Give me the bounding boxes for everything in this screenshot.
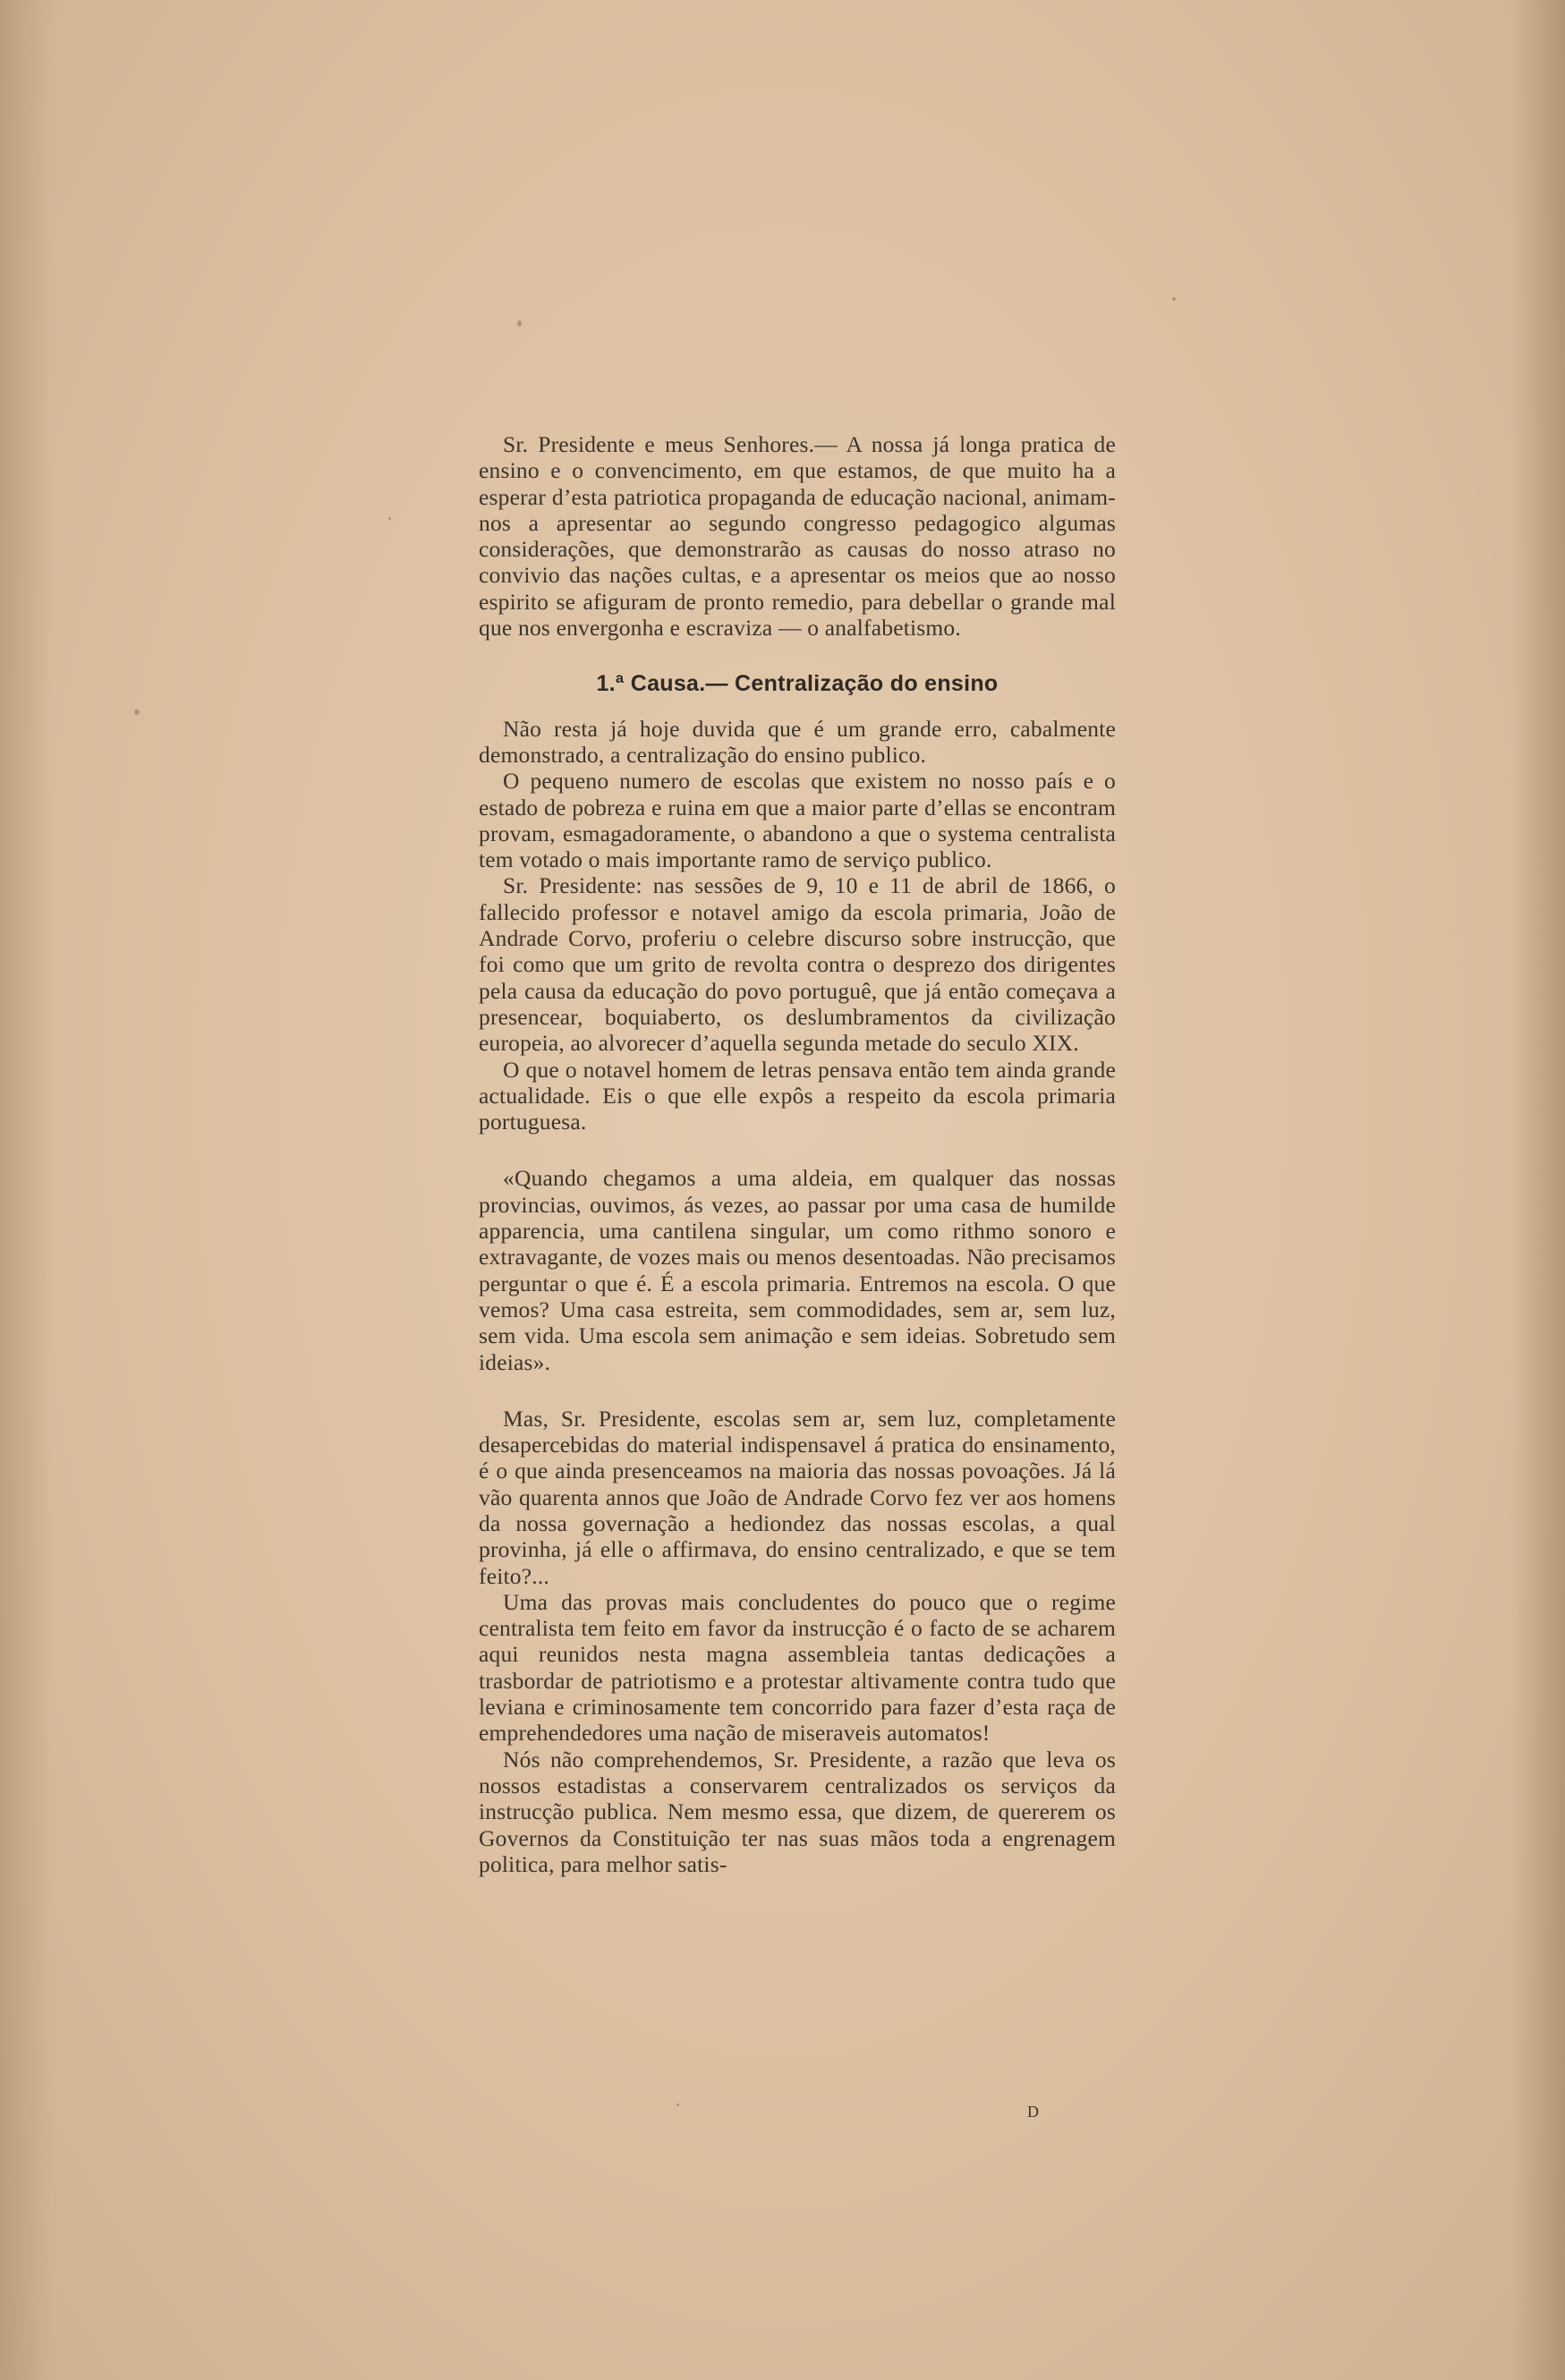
- body-text: [479, 431, 1116, 1877]
- signature-mark: D: [1027, 2103, 1040, 2121]
- paragraph: O que o notavel homem de letras pensava então tem ainda grande actualidade. Eis o que elle expôs a respeito da escola primaria portuguesa.: [479, 1056, 1116, 1135]
- paper-speck: [1172, 297, 1176, 301]
- paper-speck: [388, 517, 391, 520]
- paragraph: Mas, Sr. Presidente, escolas sem ar, sem luz, completamente desapercebidas do material indispensavel á pratica do ensinamento, é o que ainda presenceamos na maioria das nossas povoações. Já lá vão quarenta annos que João de Andrade Corvo fez ver aos homens da nossa governação a hediondez das nossas escolas, a qual provinha, já elle o affirmava, do ensino centralizado, e que se tem feito?...: [479, 1405, 1116, 1589]
- opening-paragraph: Sr. Presidente e meus Senhores.— A nossa já longa pratica de ensino e o convencimento, em que estamos, de que muito ha a esperar d’esta patriotica propaganda de educação nacional, animam-nos a apresentar ao segundo congresso pedagogico algumas considerações, que demonstrarão as causas do nosso atraso no convivio das nações cultas, e a apresentar os meios que ao nosso espirito se afiguram de pronto remedio, para debellar o grande mal que nos envergonha e escraviza — o analfabetismo.: [479, 431, 1116, 642]
- block-quote: «Quando chegamos a uma aldeia, em qualquer das nossas provincias, ouvimos, ás vezes, ao passar por uma casa de humilde apparencia, uma cantilena singular, um como rithmo sonoro e extravagante, de vozes mais ou menos desentoadas. Não precisamos perguntar o que é. É a escola primaria. Entremos na escola. O que vemos? Uma casa estreita, sem commodidades, sem ar, sem luz, sem vida. Uma escola sem animação e sem ideias. Sobretudo sem ideias».: [479, 1165, 1116, 1375]
- paragraph: Nós não comprehendemos, Sr. Presidente, a razão que leva os nossos estadistas a conservarem centralizados os serviços da instrucção publica. Nem mesmo essa, que dizem, de quererem os Governos da Constituição ter nas suas mãos toda a engrenagem politica, para melhor satis-: [479, 1746, 1116, 1877]
- right-edge-shadow: [1511, 0, 1565, 2380]
- section-heading: 1.ª Causa.— Centralização do ensino: [596, 671, 999, 697]
- paper-speck: [517, 320, 522, 327]
- paper-speck: [134, 710, 140, 715]
- paragraph: Uma das provas mais concludentes do pouco que o regime centralista tem feito em favor da instrucção é o facto de se acharem aqui reunidos nesta magna assembleia tantas dedicações a trasbordar de patriotismo e a protestar altivamente contra tudo que leviana e criminosamente tem concorrido para fazer d’esta raça de emprehendedores uma nação de miseraveis automatos!: [479, 1588, 1116, 1747]
- paper-speck: [676, 2104, 679, 2106]
- paragraph: Não resta já hoje duvida que é um grande erro, cabalmente demonstrado, a centralização do ensino publico.: [479, 715, 1116, 768]
- paragraph: O pequeno numero de escolas que existem no nosso país e o estado de pobreza e ruina em que a maior parte d’ellas se encontram provam, esmagadoramente, o abandono a que o systema centralista tem votado o mais importante ramo de serviço publico.: [479, 768, 1116, 873]
- left-edge-shadow: [0, 0, 54, 2380]
- paragraph: Sr. Presidente: nas sessões de 9, 10 e 11 de abril de 1866, o fallecido professor e notavel amigo da escola primaria, João de Andrade Corvo, proferiu o celebre discurso sobre instrucção, que foi como que um grito de revolta contra o desprezo dos dirigentes pela causa da educação do povo portuguê, que já então começava a presencear, boquiaberto, os deslumbramentos da civilização europeia, ao alvorecer d’aquella segunda metade do seculo XIX.: [479, 872, 1116, 1057]
